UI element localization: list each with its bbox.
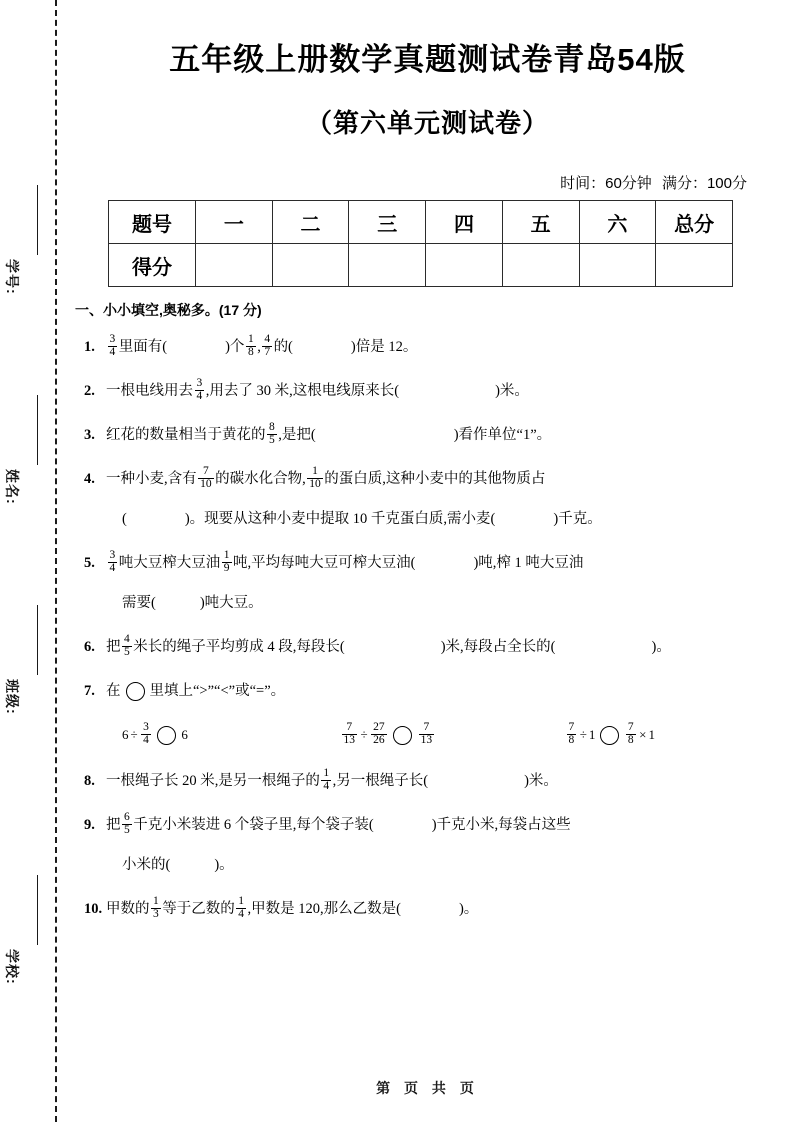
question-line bbox=[106, 766, 779, 796]
question-text: )千克小米,每袋占这些 bbox=[431, 817, 571, 833]
question-line bbox=[106, 332, 779, 362]
question-text: )吨大豆。 bbox=[199, 595, 263, 611]
table-cell: 五 bbox=[502, 201, 579, 244]
fraction: $\frac{1}{9}$ bbox=[223, 549, 230, 575]
exam-meta bbox=[62, 172, 793, 193]
fraction: $\frac{7}{13}$ bbox=[343, 720, 355, 746]
question-line bbox=[106, 632, 779, 662]
question-text: ,用去了 30 米,这根电线原来长( bbox=[205, 383, 400, 399]
question-item bbox=[84, 676, 779, 750]
question-number: 3. bbox=[84, 427, 95, 443]
question-body bbox=[106, 632, 779, 662]
question-number: 10. bbox=[84, 901, 103, 917]
question-text: )吨,榨 1 吨大豆油 bbox=[473, 555, 584, 571]
question-body bbox=[106, 676, 779, 750]
fraction: $\frac{1}{4}$ bbox=[323, 767, 330, 793]
comparison-circle-icon[interactable] bbox=[600, 726, 619, 745]
question-body bbox=[106, 376, 779, 406]
comparison-item bbox=[565, 720, 765, 750]
score-entry-cell[interactable] bbox=[426, 244, 503, 287]
operator: ÷ bbox=[579, 727, 587, 742]
fraction: $\frac{3}{4}$ bbox=[143, 720, 149, 746]
comparison-item bbox=[340, 720, 565, 750]
question-text: 里填上“>”“<”或“=”。 bbox=[149, 683, 286, 699]
question-number: 2. bbox=[84, 383, 95, 399]
full-score-label: 满分：100分 bbox=[661, 175, 747, 192]
question-line bbox=[106, 894, 779, 924]
question-text: 等于乙数的 bbox=[162, 901, 235, 917]
question-item bbox=[84, 894, 779, 924]
question-text: 吨大豆榨大豆油 bbox=[118, 555, 221, 571]
question-line bbox=[106, 588, 779, 618]
write-line bbox=[37, 185, 38, 255]
question-text: 小米的( bbox=[122, 857, 171, 873]
operator: ÷ bbox=[360, 727, 368, 742]
question-text: 千克小米装进 6 个袋子里,每个袋子装( bbox=[133, 817, 374, 833]
question-item bbox=[84, 632, 779, 662]
question-line bbox=[106, 548, 779, 578]
question-text: 的( bbox=[273, 339, 293, 355]
operator: ÷ bbox=[130, 727, 138, 742]
question-text: )千克。 bbox=[553, 511, 602, 527]
question-item bbox=[84, 420, 779, 450]
question-text: 的碳水化合物, bbox=[215, 471, 306, 487]
question-text: 一根绳子长 20 米,是另一根绳子的 bbox=[106, 773, 320, 789]
question-text: )米。 bbox=[495, 383, 529, 399]
question-text: )。现要从这种小麦中提取 10 千克蛋白质,需小麦( bbox=[184, 511, 496, 527]
question-text: 米长的绳子平均剪成 4 段,每段长( bbox=[133, 639, 345, 655]
question-item bbox=[84, 548, 779, 618]
row-header: 得分 bbox=[109, 244, 196, 287]
table-row bbox=[109, 201, 733, 244]
question-line bbox=[106, 376, 779, 406]
question-item bbox=[84, 376, 779, 406]
question-text: )米。 bbox=[524, 773, 558, 789]
table-cell: 三 bbox=[349, 201, 426, 244]
question-text: 里面有( bbox=[118, 339, 168, 355]
fraction: $\frac{1}{10}$ bbox=[309, 465, 321, 491]
fraction: $\frac{7}{8}$ bbox=[568, 720, 575, 746]
margin-label: 学校: bbox=[4, 949, 20, 985]
time-limit-label: 时间：60分钟 bbox=[560, 175, 652, 192]
question-item bbox=[84, 766, 779, 796]
write-line bbox=[37, 875, 38, 945]
score-table-container bbox=[62, 200, 793, 287]
question-text: 把 bbox=[106, 817, 121, 833]
fraction: $\frac{3}{4}$ bbox=[196, 377, 203, 403]
question-text: )。 bbox=[458, 901, 479, 917]
score-table bbox=[108, 200, 733, 287]
question-body bbox=[106, 332, 779, 362]
comparison-circle-icon[interactable] bbox=[393, 726, 412, 745]
operand: 1 bbox=[588, 727, 596, 742]
question-text: ,是把( bbox=[278, 427, 316, 443]
page-title: 五年级上册数学真题测试卷青岛54版 bbox=[169, 42, 686, 77]
table-row bbox=[109, 244, 733, 287]
exam-page bbox=[62, 0, 793, 1122]
question-line bbox=[106, 676, 779, 706]
question-item bbox=[84, 810, 779, 880]
page-footer: 第 页 共 页 bbox=[376, 1080, 479, 1096]
table-cell: 二 bbox=[272, 201, 349, 244]
question-line bbox=[106, 420, 779, 450]
question-text: 把 bbox=[106, 639, 121, 655]
score-entry-cell[interactable] bbox=[579, 244, 656, 287]
question-text: )。 bbox=[651, 639, 671, 655]
question-line bbox=[106, 464, 779, 494]
question-text: 红花的数量相当于黄花的 bbox=[106, 427, 266, 443]
table-cell: 四 bbox=[426, 201, 503, 244]
score-entry-cell[interactable] bbox=[272, 244, 349, 287]
question-item bbox=[84, 332, 779, 362]
question-text: 需要( bbox=[122, 595, 156, 611]
question-text: 一根电线用去 bbox=[106, 383, 193, 399]
operand: 6 bbox=[181, 727, 188, 742]
question-text: ( bbox=[122, 511, 127, 527]
question-text: ,甲数是 120,那么乙数是( bbox=[247, 901, 401, 917]
fraction: $\frac{7}{8}$ bbox=[627, 720, 634, 746]
score-entry-cell[interactable] bbox=[196, 244, 273, 287]
operand: 1 bbox=[648, 727, 655, 742]
question-body bbox=[106, 464, 779, 534]
question-body bbox=[106, 766, 779, 796]
left-margin-strip bbox=[0, 0, 62, 1122]
question-body bbox=[106, 894, 779, 924]
question-body bbox=[106, 420, 779, 450]
fraction: $\frac{4}{7}$ bbox=[264, 333, 271, 359]
question-text: 一种小麦,含有 bbox=[106, 471, 197, 487]
table-cell: 一 bbox=[196, 201, 273, 244]
question-text: )看作单位“1”。 bbox=[453, 427, 552, 443]
write-line bbox=[37, 605, 38, 675]
question-number: 1. bbox=[84, 339, 95, 355]
fraction: $\frac{6}{5}$ bbox=[124, 811, 130, 837]
question-text: ,另一根绳子长( bbox=[332, 773, 429, 789]
tear-off-dashed-line bbox=[55, 0, 57, 1122]
question-number: 4. bbox=[84, 471, 95, 487]
margin-label: 姓名: bbox=[4, 469, 20, 505]
question-text: 吨,平均每吨大豆可榨大豆油( bbox=[233, 555, 416, 571]
question-list bbox=[62, 332, 793, 924]
row-header: 题号 bbox=[109, 201, 196, 244]
question-text: 甲数的 bbox=[106, 901, 150, 917]
score-entry-cell[interactable] bbox=[656, 244, 733, 287]
fraction: $\frac{7}{10}$ bbox=[200, 465, 212, 491]
question-number: 9. bbox=[84, 817, 95, 833]
fraction: $\frac{3}{4}$ bbox=[109, 549, 116, 575]
fraction: $\frac{7}{13}$ bbox=[420, 720, 433, 746]
question-text: )个 bbox=[225, 339, 245, 355]
comparison-circle-icon[interactable] bbox=[157, 726, 176, 745]
margin-label: 班级: bbox=[4, 679, 20, 715]
question-number: 5. bbox=[84, 555, 95, 571]
fraction: $\frac{27}{26}$ bbox=[373, 720, 385, 746]
comparison-item bbox=[122, 720, 340, 750]
question-item bbox=[84, 464, 779, 534]
operand: 6 bbox=[122, 727, 129, 742]
question-body bbox=[106, 810, 779, 880]
comparison-circle-icon[interactable] bbox=[126, 682, 145, 701]
fraction: $\frac{3}{4}$ bbox=[109, 333, 116, 359]
score-entry-cell[interactable] bbox=[349, 244, 426, 287]
table-cell: 六 bbox=[579, 201, 656, 244]
question-text: )。 bbox=[214, 857, 234, 873]
section-heading: 一、小小填空,奥秘多。(17 分) bbox=[75, 302, 262, 318]
fraction: $\frac{8}{5}$ bbox=[269, 421, 275, 447]
fraction: $\frac{1}{4}$ bbox=[238, 895, 244, 921]
write-line bbox=[37, 395, 38, 465]
question-number: 6. bbox=[84, 639, 95, 655]
score-entry-cell[interactable] bbox=[502, 244, 579, 287]
question-number: 7. bbox=[84, 683, 95, 699]
margin-label: 学号: bbox=[4, 259, 20, 295]
question-line bbox=[106, 810, 779, 840]
question-text: )倍是 12。 bbox=[350, 339, 418, 355]
comparison-row bbox=[106, 720, 779, 750]
question-text: 的蛋白质,这种小麦中的其他物质占 bbox=[324, 471, 546, 487]
question-line bbox=[106, 504, 779, 534]
fraction: $\frac{1}{8}$ bbox=[247, 333, 254, 359]
question-text: 在 bbox=[106, 683, 121, 699]
table-cell: 总分 bbox=[656, 201, 733, 244]
page-subtitle: （第六单元测试卷） bbox=[305, 108, 549, 138]
question-text: , bbox=[257, 339, 261, 355]
question-body bbox=[106, 548, 779, 618]
question-text: )米,每段占全长的( bbox=[440, 639, 556, 655]
fraction: $\frac{4}{5}$ bbox=[124, 633, 130, 659]
question-number: 8. bbox=[84, 773, 95, 789]
fraction: $\frac{1}{3}$ bbox=[153, 895, 159, 921]
operator: × bbox=[639, 727, 647, 742]
question-line bbox=[106, 850, 779, 880]
